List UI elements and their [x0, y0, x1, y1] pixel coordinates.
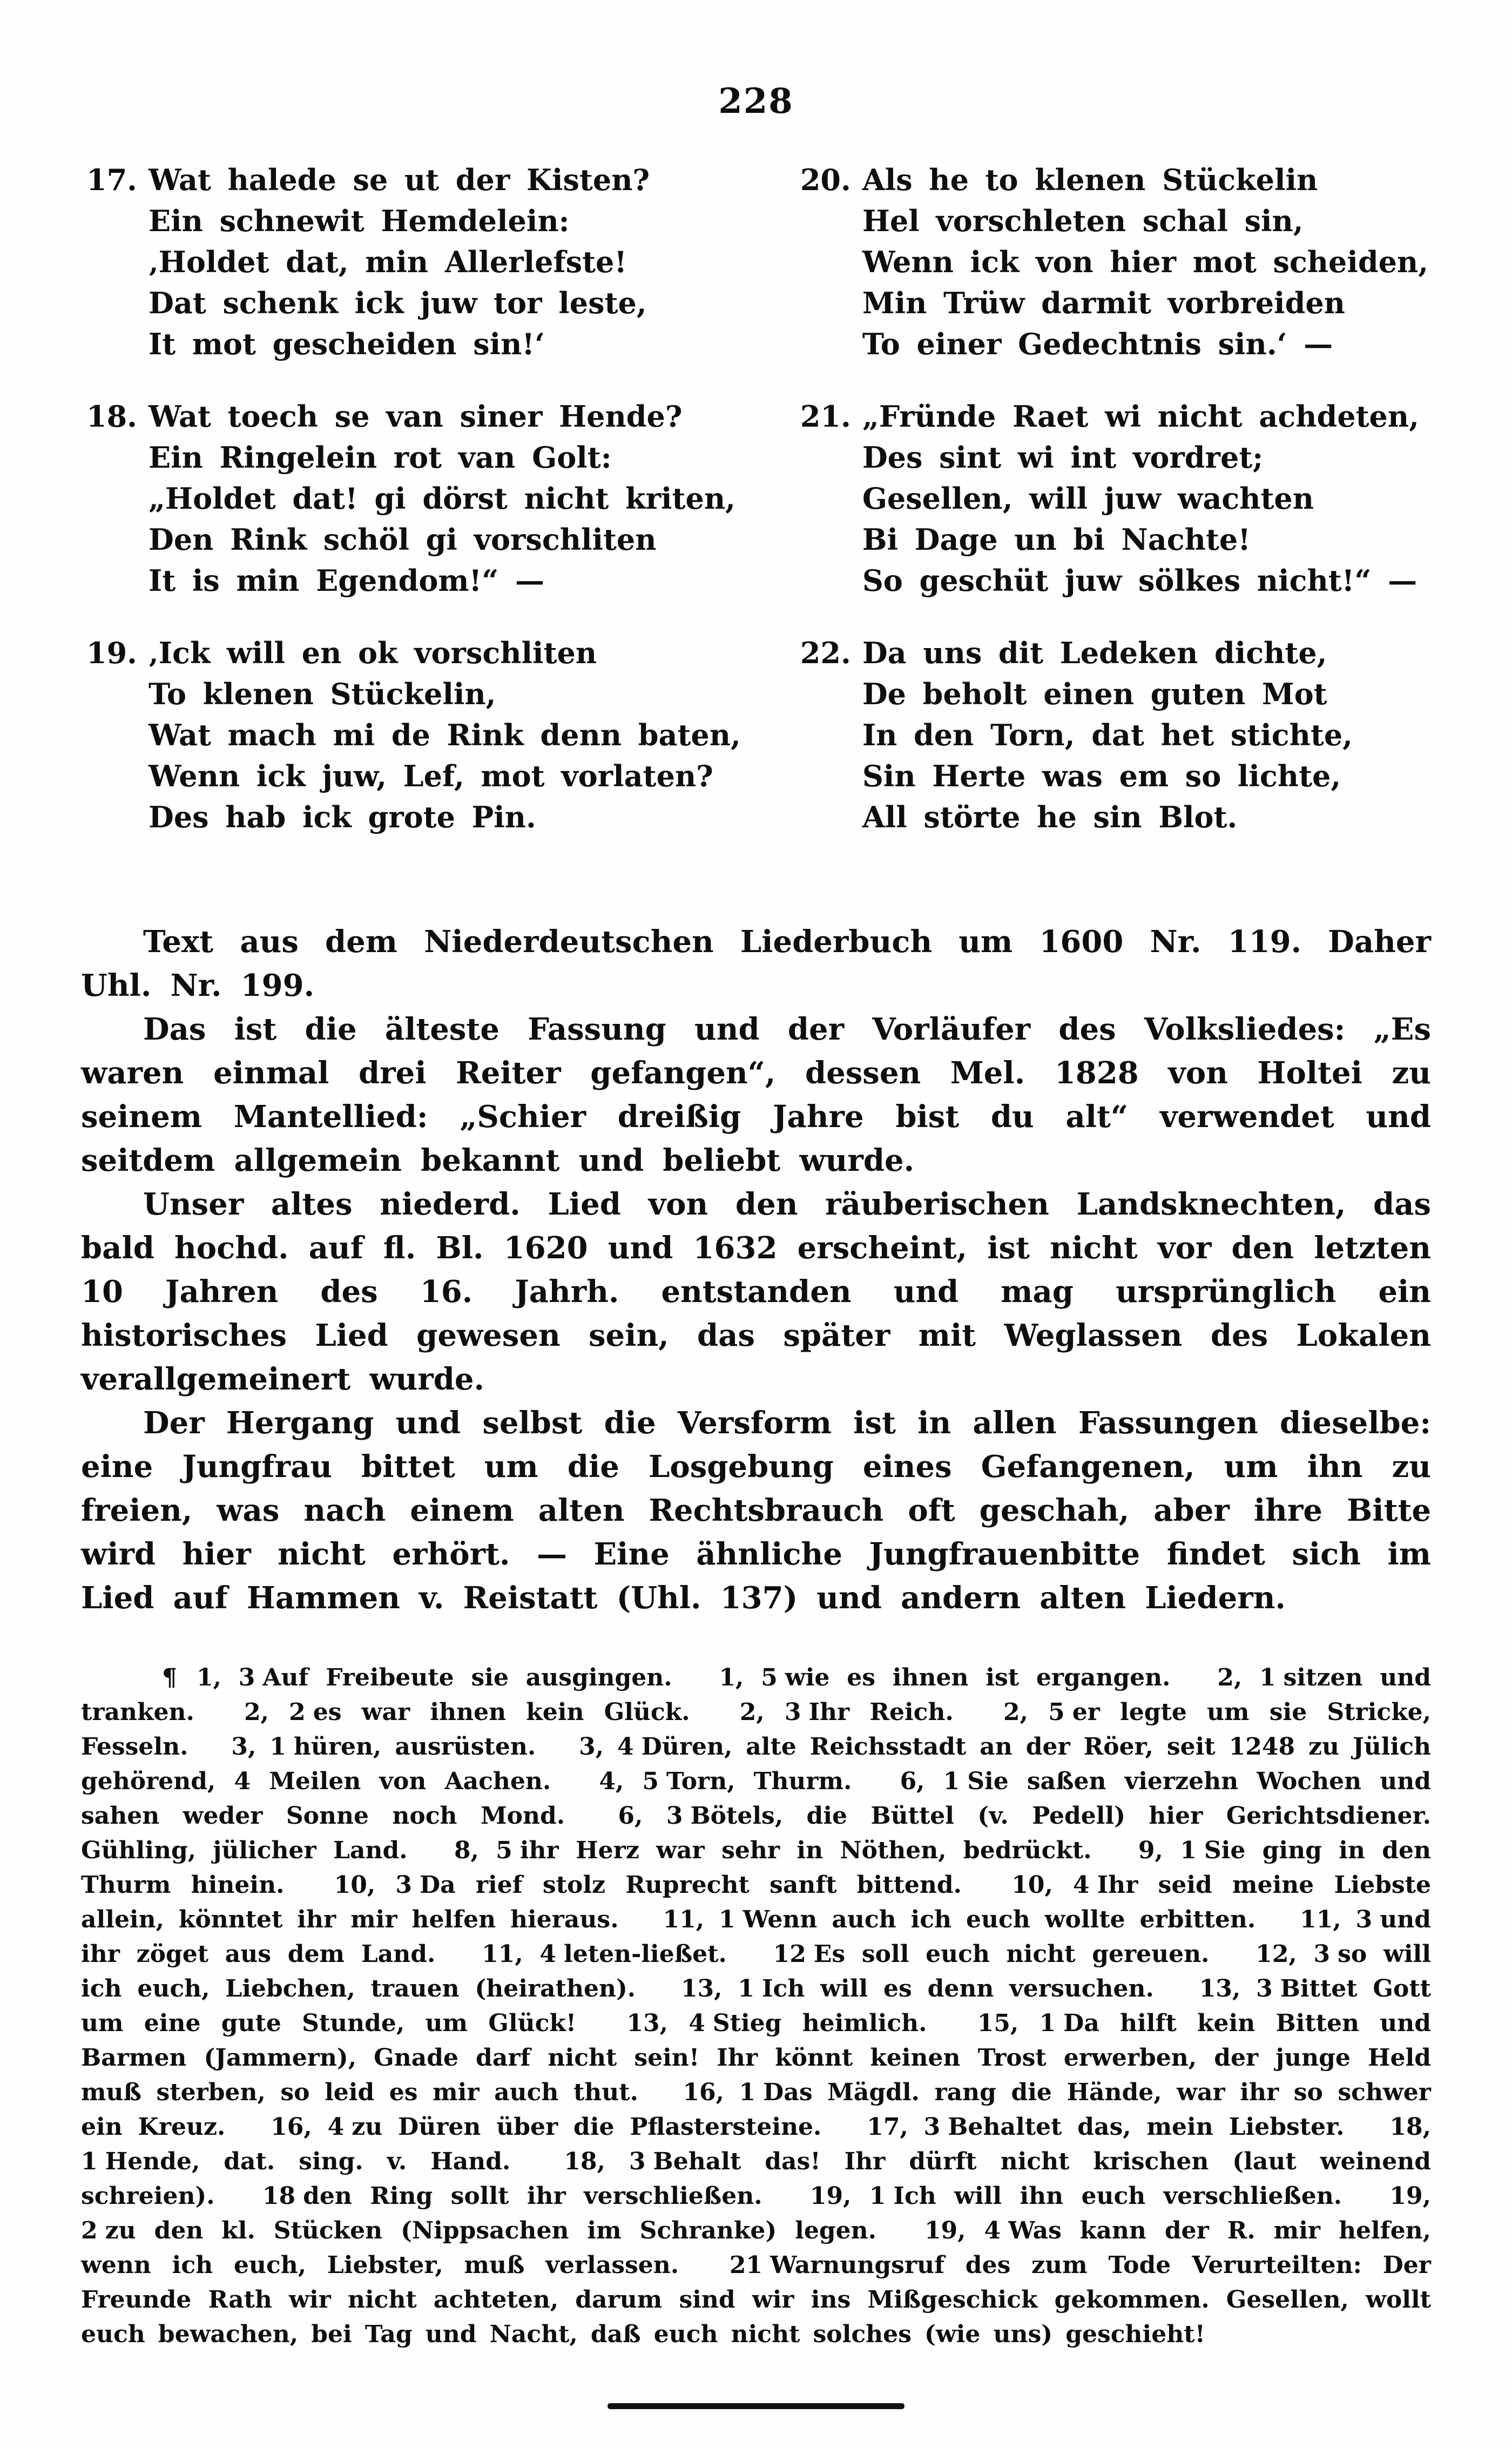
annotation-note — [773, 1940, 1210, 1968]
verse-line: Da uns dit Ledeken dichte, — [862, 636, 1327, 670]
annotation-text: Bötels, die Büttel (v. Pedell) hier Gerichtsdiener. Gühling, jülicher Land. — [81, 1802, 1431, 1864]
verse-line: ‚Holdet dat, min Allerlefste! — [148, 245, 627, 279]
annotation-ref: 3, 4 — [579, 1733, 634, 1761]
verse-line: In den Torn, dat het stichte, — [862, 718, 1353, 752]
verse-column-right — [800, 159, 1428, 869]
verse-number: 19. — [86, 636, 137, 670]
annotation-text: Was kann der R. mir helfen, wenn ich euch, Liebster, muß verlassen. — [81, 2217, 1431, 2279]
annotation-ref: 11, 4 — [482, 1940, 557, 1968]
verse-stanza — [800, 396, 1428, 601]
annotation-text: und ihr zöget aus dem Land. — [81, 1906, 1431, 1968]
annotation-text: sitzen und tranken. — [81, 1664, 1432, 1726]
annotation-ref: 15, 1 — [977, 2009, 1056, 2037]
annotation-text: zu Düren über die Pflastersteine. — [352, 2113, 822, 2141]
annotation-note — [740, 1698, 954, 1726]
verse-lines — [148, 159, 741, 365]
annotation-ref: 12, 3 — [1256, 1940, 1331, 1968]
annotation-text: Da rief stolz Ruprecht sanft bittend. — [419, 1871, 962, 1899]
annotation-text: so will ich euch, Liebchen, trauen (heirathen). — [81, 1940, 1431, 2002]
annotation-ref: 4, 5 — [599, 1768, 659, 1795]
annotation-ref: 8, 5 — [454, 1837, 512, 1864]
annotation-text: den Ring sollt ihr verschließen. — [303, 2182, 762, 2210]
annotation-text: wie es ihnen ist ergangen. — [785, 1664, 1171, 1691]
annotation-text: es war ihnen kein Glück. — [313, 1698, 690, 1726]
verse-line: Bi Dage un bi Nachte! — [862, 522, 1251, 557]
verse-number: 20. — [800, 163, 851, 197]
verse-lines — [862, 396, 1428, 601]
annotation-note — [626, 2009, 927, 2037]
verse-stanza — [86, 632, 741, 838]
annotation-ref: 12 — [773, 1940, 806, 1968]
verse-column-left — [86, 159, 741, 869]
annotation-ref: 13, 3 — [1199, 1975, 1273, 2002]
verse-lines — [148, 632, 741, 838]
verse-number: 17. — [86, 163, 137, 197]
verse-line: „Fründe Raet wi nicht achdeten, — [862, 399, 1419, 434]
page-number: 228 — [718, 81, 794, 122]
annotation-note — [681, 1975, 1154, 2002]
verse-line: To einer Gedechtnis sin.‘ — — [862, 327, 1333, 361]
annotation-ref: 2, 2 — [244, 1698, 306, 1726]
verse-line: Den Rink schöl gi vorschliten — [148, 522, 657, 557]
annotation-ref: 10, 4 — [1011, 1871, 1090, 1899]
annotation-text: Auf Freibeute sie ausgingen. — [262, 1664, 672, 1691]
verse-lines — [862, 632, 1428, 838]
annotation-text: er legte um sie Stricke, Fesseln. — [81, 1698, 1431, 1761]
annotation-ref: 18, 1 — [81, 2113, 1431, 2175]
annotation-text: Sie saßen vierzehn Wochen und sahen weder Sonne noch Mond. — [81, 1768, 1431, 1830]
verse-line: Wenn ick juw, Lef, mot vorlaten? — [148, 759, 713, 793]
annotation-text: Ihr seid meine Liebste allein, könntet ihr mir helfen hieraus. — [81, 1871, 1431, 1933]
verse-columns — [0, 122, 1512, 869]
annotation-text: ihr Herz war sehr in Nöthen, bedrückt. — [519, 1837, 1092, 1864]
annotation-ref: 19, 1 — [809, 2182, 886, 2210]
annotation-ref: 6, 3 — [618, 1802, 683, 1830]
annotation-ref: 16, 4 — [271, 2113, 345, 2141]
annotation-text: Behaltet das, mein Liebster. — [948, 2113, 1345, 2141]
commentary-paragraph: Der Hergang und selbst die Versform ist in allen Fassungen dieselbe: eine Jungfrau bittet um die Losgebung eines Gefangenen, um ihn zu freien, was nach einem alten Rechtsbrauch oft geschah, aber ihre Bitte wird hier nicht erhört. — Eine ähnliche Jungfrauenbitte findet sich im Lied auf Hammen v. Reistatt (Uhl. 137) und andern alten Liedern. — [81, 1405, 1431, 1616]
annotation-ref: 13, 1 — [680, 1975, 754, 2002]
verse-line: Sin Herte was em so lichte, — [862, 759, 1341, 793]
verse-line: It is min Egendom!“ — — [148, 563, 544, 598]
commentary-paragraph: Text aus dem Niederdeutschen Liederbuch um 1600 Nr. 119. Daher Uhl. Nr. 199. — [81, 924, 1431, 1003]
verse-stanza — [86, 159, 741, 365]
annotation-note — [197, 1664, 672, 1691]
annotation-text: Da hilft kein Bitten und Barmen (Jammern), Gnade darf nicht sein! Ihr könnt keinen Trost erwerben, der junge Held muß sterben, so leid es mir auch thut. — [81, 2009, 1431, 2106]
verse-line: Gesellen, will juw wachten — [862, 481, 1314, 516]
verse-lines — [148, 396, 741, 601]
annotation-note — [271, 2113, 821, 2141]
annotation-text: Ich will es denn versuchen. — [761, 1975, 1154, 2002]
commentary-paragraph: Unser altes niederd. Lied von den räuberischen Landsknechten, das bald hochd. auf fl. Bl. 1620 und 1632 erscheint, ist nicht vor den letzten 10 Jahren des 16. Jahrh. entstanden und mag ursprünglich ein historisches Lied gewesen sein, das später mit Weglassen des Lokalen verallgemeinert wurde. — [81, 1186, 1431, 1397]
annotation-text: Bittet Gott um eine gute Stunde, um Glück! — [81, 1975, 1432, 2037]
annotation-text: zu den kl. Stücken (Nippsachen im Schranke) legen. — [105, 2217, 876, 2244]
annotation-ref: 2, 5 — [1003, 1698, 1065, 1726]
commentary-paragraph: Das ist die älteste Fassung und der Vorläufer des Volksliedes: „Es waren einmal drei Reiter gefangen“, dessen Mel. 1828 von Holtei zu seinem Mantellied: „Schier dreißig Jahre bist du alt“ verwendet und seitdem allgemein bekannt und beliebt wurde. — [81, 1011, 1431, 1178]
annotation-note — [482, 1940, 727, 1968]
annotation-ref: 17, 3 — [867, 2113, 941, 2141]
annotation-ref: 16, 1 — [683, 2079, 756, 2106]
annotation-ref: 19, 4 — [924, 2217, 1001, 2244]
verse-line: It mot gescheiden sin!‘ — [148, 327, 545, 361]
verse-line: Des sint wi int vordret; — [862, 440, 1264, 475]
verse-line: Des hab ick grote Pin. — [148, 800, 536, 834]
annotation-text: Düren, alte Reichsstadt an der Röer, seit 1248 zu Jülich gehörend, 4 Meilen von Aachen. — [81, 1733, 1431, 1795]
annotation-ref: 9, 1 — [1138, 1837, 1197, 1864]
verse-line: De beholt einen guten Mot — [862, 677, 1327, 711]
verse-line: To klenen Stückelin, — [148, 677, 496, 711]
verse-line: Min Trüw darmit vorbreiden — [862, 286, 1345, 320]
annotation-ref: 2, 1 — [1217, 1664, 1276, 1691]
annotation-note — [454, 1837, 1092, 1864]
verse-line: Wat mach mi de Rink denn baten, — [148, 718, 741, 752]
verse-line: Wenn ick von hier mot scheiden, — [862, 245, 1429, 279]
annotation-ref: 1, 3 — [197, 1664, 255, 1691]
commentary-section — [0, 869, 1512, 1620]
annotation-text: Das Mägdl. rang die Hände, war ihr so schwer ein Kreuz. — [81, 2079, 1431, 2141]
verse-stanza — [800, 632, 1428, 838]
annotation-ref: 18 — [262, 2182, 296, 2210]
verse-line: Ein Ringelein rot van Golt: — [148, 440, 612, 475]
annotation-text: leten-ließet. — [564, 1940, 727, 1968]
annotation-text: hüren, ausrüsten. — [293, 1733, 536, 1761]
annotation-text: Wenn auch ich euch wollte erbitten. — [742, 1906, 1256, 1933]
annotation-note — [810, 2182, 1342, 2210]
verse-line: Hel vorschleten schal sin, — [862, 204, 1304, 238]
annotation-ref: 11, 3 — [1300, 1906, 1373, 1933]
annotation-text: Stieg heimlich. — [712, 2009, 927, 2037]
annotation-text: Hende, dat. sing. v. Hand. — [105, 2148, 511, 2175]
annotation-ref: 19, 2 — [81, 2182, 1431, 2244]
verse-number: 18. — [86, 399, 137, 434]
annotation-text: Ihr Reich. — [808, 1698, 954, 1726]
annotation-text: Sie ging in den Thurm hinein. — [81, 1837, 1432, 1899]
verse-line: ‚Ick will en ok vorschliten — [148, 636, 597, 670]
annotation-note — [599, 1768, 852, 1795]
annotation-ref: 3, 1 — [231, 1733, 286, 1761]
annotation-ref: 2, 3 — [739, 1698, 801, 1726]
annotation-ref: 6, 1 — [900, 1768, 960, 1795]
verse-line: So geschüt juw sölkes nicht!“ — — [862, 563, 1418, 598]
annotation-note — [231, 1733, 536, 1761]
annotation-text: Ich will ihn euch verschließen. — [893, 2182, 1342, 2210]
verse-line: Dat schenk ick juw tor leste, — [148, 286, 647, 320]
verse-line: All störte he sin Blot. — [862, 800, 1238, 834]
annotation-note — [334, 1871, 962, 1899]
annotation-text: Warnungsruf des zum Tode Verurteilten: Der Freunde Rath wir nicht achteten, darum sind wir ins Mißgeschick gekommen. Gesellen, wollt euch bewachen, bei Tag und Nacht, daß euch nicht solches (wie uns) geschieht! — [81, 2251, 1431, 2348]
annotation-ref: 1, 5 — [719, 1664, 778, 1691]
annotation-note — [262, 2182, 762, 2210]
verse-number: 22. — [800, 636, 851, 670]
annotation-ref: 13, 4 — [626, 2009, 705, 2037]
annotation-note — [663, 1906, 1256, 1933]
end-divider-rule — [608, 2403, 905, 2409]
verse-line: „Holdet dat! gi dörst nicht kriten, — [148, 481, 735, 516]
annotation-text: Behalt das! Ihr dürft nicht krischen (laut weinend schreien). — [81, 2148, 1431, 2210]
verse-number: 21. — [800, 399, 851, 434]
annotation-note — [867, 2113, 1344, 2141]
annotation-ref: 10, 3 — [334, 1871, 412, 1899]
annotations-block — [0, 1620, 1512, 2352]
verse-stanza — [800, 159, 1428, 365]
annotation-ref: 11, 1 — [663, 1906, 735, 1933]
annotation-note — [719, 1664, 1170, 1691]
annotation-text: Torn, Thurm. — [666, 1768, 852, 1795]
annotation-ref: 18, 3 — [564, 2148, 646, 2175]
verse-line: Wat toech se van siner Hende? — [148, 399, 683, 434]
verse-line: Als he to klenen Stückelin — [862, 163, 1318, 197]
verse-line: Ein schnewit Hemdelein: — [148, 204, 570, 238]
verse-stanza — [86, 396, 741, 601]
annotation-ref: 21 — [729, 2251, 763, 2279]
pilcrow-mark: ¶ — [162, 1664, 177, 1691]
verse-lines — [862, 159, 1428, 365]
annotation-note — [244, 1698, 690, 1726]
annotation-text: Es soll euch nicht gereuen. — [813, 1940, 1210, 1968]
verse-line: Wat halede se ut der Kisten? — [148, 163, 650, 197]
